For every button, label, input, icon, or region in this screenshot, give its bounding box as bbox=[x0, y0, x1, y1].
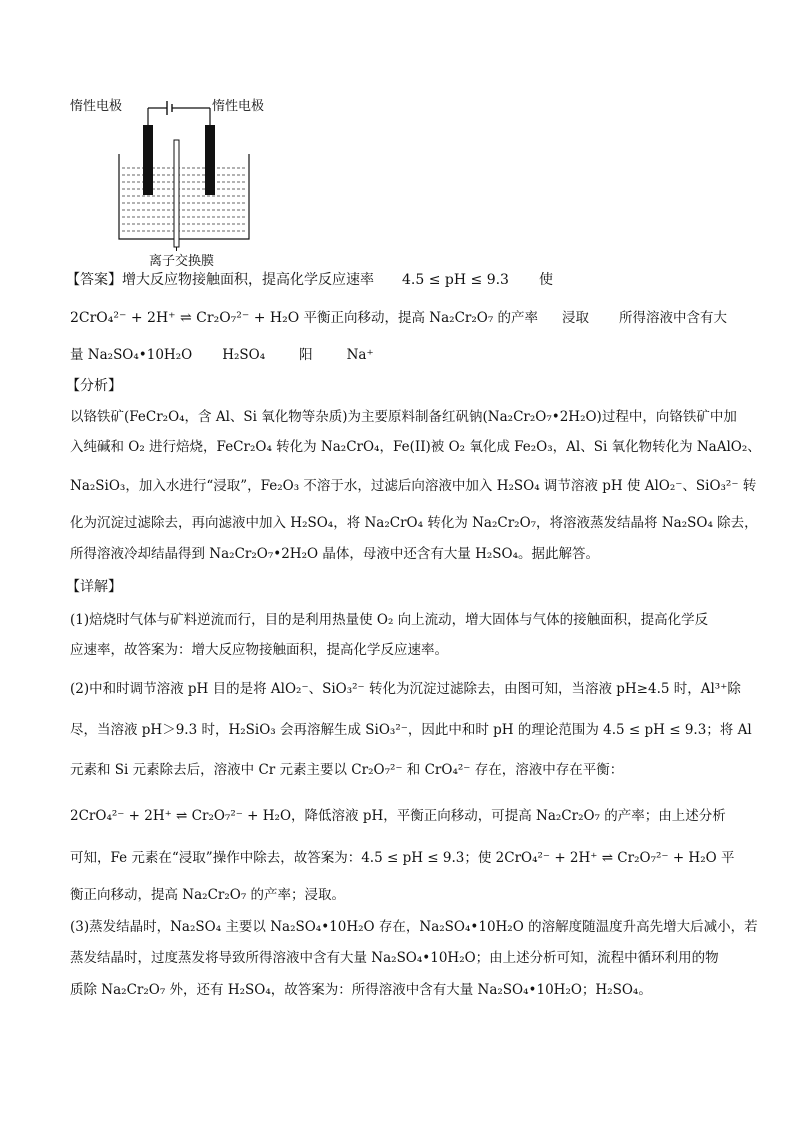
analysis-line: 化为沉淀过滤除去，再向滤液中加入 H₂SO₄，将 Na₂CrO₄ 转化为 Na₂Cr₂O₇，将溶液蒸发结晶将 Na₂SO₄ 除去， bbox=[70, 515, 758, 531]
right-electrode-label: 惰性电极 bbox=[212, 99, 265, 114]
analysis-line: Na₂SiO₃，加入水进行“浸取”，Fe₂O₃ 不溶于水，过滤后向溶液中加入 H₂SO₄ 调节溶液 pH 使 AlO₂⁻、SiO₃²⁻ 转 bbox=[70, 478, 757, 494]
answer-after-eq: 平衡正向移动，提高 Na₂Cr₂O₇ 的产率 bbox=[303, 310, 539, 326]
detail-line: 元素和 Si 元素除去后，溶液中 Cr 元素主要以 Cr₂O₇²⁻ 和 CrO₄²⁻ 存在，溶液中存在平衡： bbox=[70, 762, 624, 778]
detail-line: 可知，Fe 元素在“浸取”操作中除去，故答案为：4.5 ≤ pH ≤ 9.3；使 2CrO₄²⁻ + 2H⁺ ⇌ Cr₂O₇²⁻ + H₂O 平 bbox=[70, 850, 735, 866]
detail-line: 蒸发结晶时，过度蒸发将导致所得溶液中含有大量 Na₂SO₄•10H₂O；由上述分析可知，流程中循环利用的物 bbox=[70, 950, 719, 966]
analysis-line: 以铬铁矿(FeCr₂O₄，含 Al、Si 氧化物等杂质)为主要原料制备红矾钠(Na₂Cr₂O₇•2H₂O)过程中，向铬铁矿中加 bbox=[70, 409, 737, 425]
solution-lines bbox=[122, 168, 246, 231]
analysis-line: 入纯碱和 O₂ 进行焙烧，FeCr₂O₄ 转化为 Na₂CrO₄，Fe(II)被 O₂ 氧化成 Fe₂O₃，Al、Si 氧化物转化为 NaAlO₂、 bbox=[70, 439, 761, 455]
answer-na2so4: 量 Na₂SO₄•10H₂O bbox=[70, 347, 193, 363]
detail-line: 衡正向移动，提高 Na₂Cr₂O₇ 的产率；浸取。 bbox=[70, 887, 346, 903]
right-electrode bbox=[205, 125, 215, 195]
detail-line: (3)蒸发结晶时，Na₂SO₄ 主要以 Na₂SO₄•10H₂O 存在，Na₂SO₄•10H₂O 的溶解度随温度升高先增大后减小，若 bbox=[70, 919, 758, 935]
answer-na-ion: Na⁺ bbox=[346, 347, 374, 363]
left-electrode-label: 惰性电极 bbox=[70, 99, 123, 114]
answer-equation: 2CrO₄²⁻ + 2H⁺ ⇌ Cr₂O₇²⁻ + H₂O bbox=[70, 310, 300, 326]
detail-tag: 【详解】 bbox=[66, 579, 122, 595]
ion-exchange-membrane bbox=[174, 140, 179, 247]
detail-line: (2)中和时调节溶液 pH 目的是将 AlO₂⁻、SiO₃²⁻ 转化为沉淀过滤除去，由图可知，当溶液 pH≥4.5 时，Al³⁺除 bbox=[70, 681, 741, 697]
detail-line: 尽，当溶液 pH＞9.3 时，H₂SiO₃ 会再溶解生成 SiO₃²⁻，因此中和时 pH 的理论范围为 4.5 ≤ pH ≤ 9.3；将 Al bbox=[70, 722, 752, 738]
answer-section bbox=[66, 270, 553, 290]
answer-h2so4: H₂SO₄ bbox=[222, 347, 266, 363]
detail-line: (1)焙烧时气体与矿料逆流而行，目的是利用热量使 O₂ 向上流动，增大固体与气体的接触面积，提高化学反 bbox=[70, 612, 709, 628]
answer-tag: 【答案】 bbox=[66, 272, 122, 288]
beaker bbox=[119, 154, 249, 239]
analysis-tag: 【分析】 bbox=[66, 378, 122, 394]
detail-line: 2CrO₄²⁻ + 2H⁺ ⇌ Cr₂O₇²⁻ + H₂O，降低溶液 pH，平衡正向移动，可提高 Na₂Cr₂O₇ 的产率；由上述分析 bbox=[70, 808, 726, 824]
answer-contains: 所得溶液中含有大 bbox=[619, 310, 728, 326]
answer-line-3 bbox=[70, 345, 726, 365]
left-electrode bbox=[143, 125, 153, 195]
analysis-line: 所得溶液冷却结晶得到 Na₂Cr₂O₇•2H₂O 晶体，母液中还含有大量 H₂SO₄。据此解答。 bbox=[70, 546, 600, 562]
membrane-label: 离子交换膜 bbox=[149, 254, 215, 268]
answer-ph-range: 4.5 ≤ pH ≤ 9.3 bbox=[402, 272, 509, 288]
answer-part1: 增大反应物接触面积，提高化学反应速率 bbox=[122, 272, 374, 288]
answer-leach: 浸取 bbox=[562, 310, 590, 326]
electrolysis-diagram bbox=[64, 88, 294, 268]
answer-line-2 bbox=[70, 308, 726, 328]
electrolysis-cell-figure bbox=[64, 88, 294, 268]
answer-anode: 阳 bbox=[299, 347, 313, 363]
detail-line: 质除 Na₂Cr₂O₇ 外，还有 H₂SO₄，故答案为：所得溶液中含有大量 Na₂SO₄•10H₂O；H₂SO₄。 bbox=[70, 982, 652, 998]
answer-shi: 使 bbox=[538, 272, 553, 288]
detail-line: 应速率，故答案为：增大反应物接触面积，提高化学反应速率。 bbox=[70, 642, 448, 658]
